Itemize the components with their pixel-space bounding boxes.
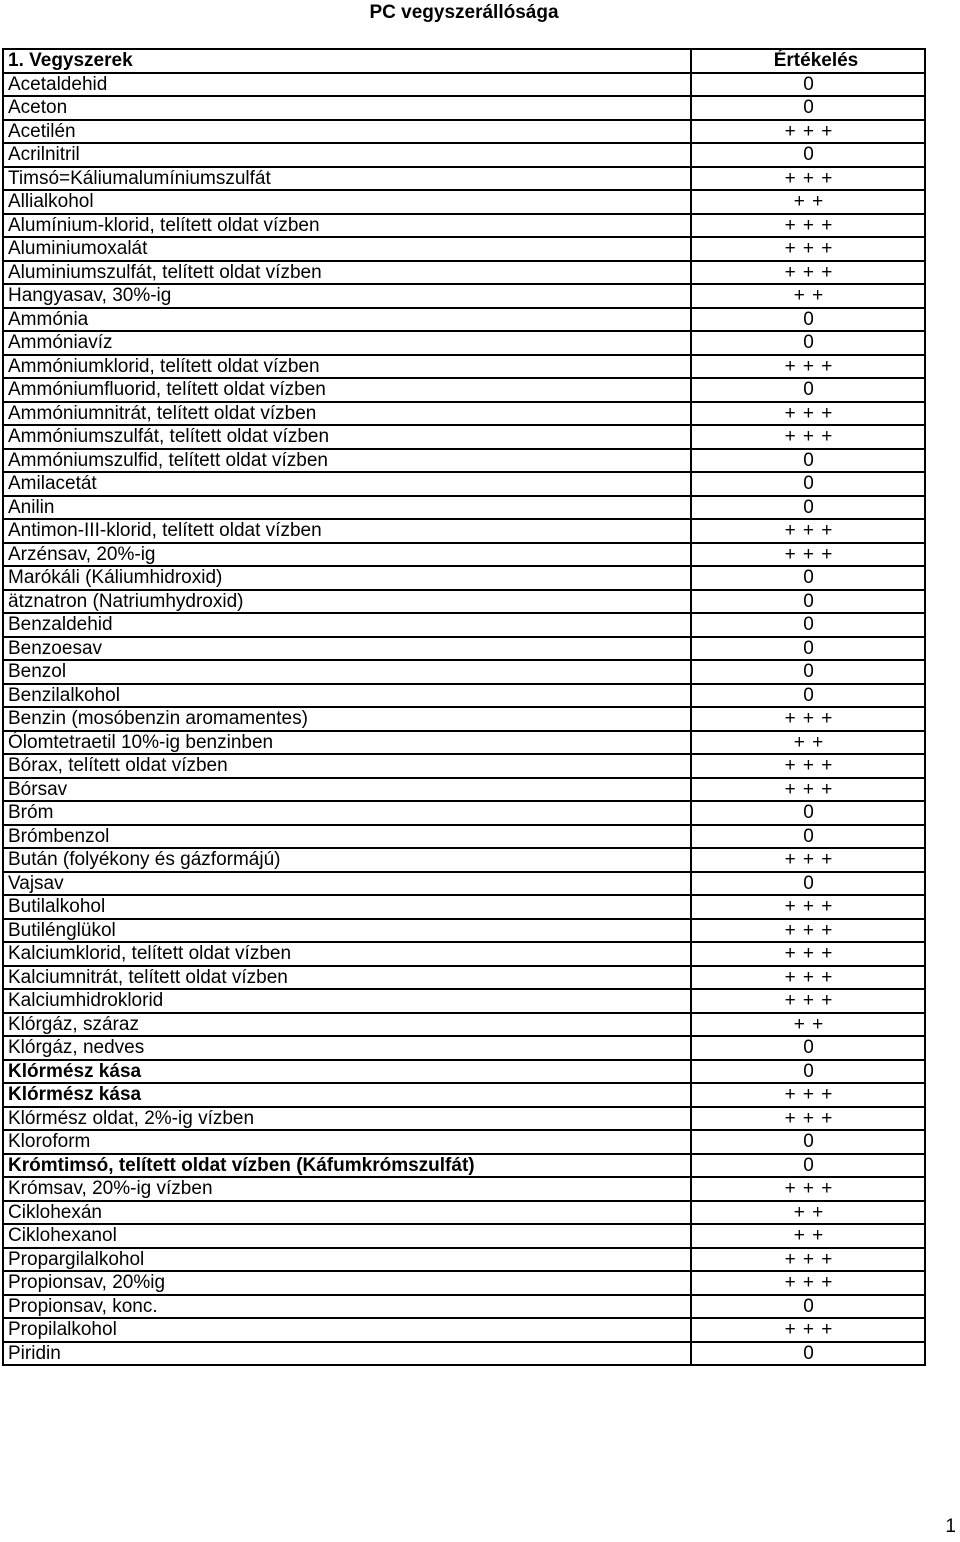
rating-cell: + + xyxy=(691,731,925,755)
rating-cell: 0 xyxy=(691,613,925,637)
table-row xyxy=(3,1201,925,1225)
chemical-name-cell: Ciklohexanol xyxy=(3,1224,691,1248)
rating-cell: 0 xyxy=(691,637,925,661)
table-row xyxy=(3,190,925,214)
table-row xyxy=(3,496,925,520)
rating-cell: 0 xyxy=(691,566,925,590)
table-row xyxy=(3,566,925,590)
chemical-name-cell: Bután (folyékony és gázformájú) xyxy=(3,848,691,872)
table-row xyxy=(3,613,925,637)
table-row xyxy=(3,1013,925,1037)
table-row xyxy=(3,1318,925,1342)
page-number: 1 xyxy=(945,1516,956,1537)
table-row xyxy=(3,707,925,731)
chemical-name-cell: Allialkohol xyxy=(3,190,691,214)
rating-cell: + + + xyxy=(691,754,925,778)
chemical-name-cell: Hangyasav, 30%-ig xyxy=(3,284,691,308)
chemical-name-cell: Propargilalkohol xyxy=(3,1248,691,1272)
rating-cell: 0 xyxy=(691,1342,925,1366)
rating-cell: + + + xyxy=(691,1271,925,1295)
rating-cell: 0 xyxy=(691,660,925,684)
table-row xyxy=(3,1107,925,1131)
chemical-name-cell: Timsó=Káliumalumíniumszulfát xyxy=(3,167,691,191)
table-row xyxy=(3,801,925,825)
chemical-name-cell: Marókáli (Káliumhidroxid) xyxy=(3,566,691,590)
table-row xyxy=(3,1036,925,1060)
chemical-name-cell: Klórmész kása xyxy=(3,1060,691,1084)
table-row xyxy=(3,402,925,426)
chemical-name-cell: Acrilnitril xyxy=(3,143,691,167)
chemical-name-cell: Klórgáz, nedves xyxy=(3,1036,691,1060)
rating-cell: + + xyxy=(691,1224,925,1248)
rating-cell: + + + xyxy=(691,120,925,144)
chemical-name-cell: Ammóniumszulfát, telített oldat vízben xyxy=(3,425,691,449)
rating-cell: 0 xyxy=(691,496,925,520)
chemical-resistance-table xyxy=(2,48,926,1366)
table-row xyxy=(3,731,925,755)
chemical-name-cell: Kalciumhidroklorid xyxy=(3,989,691,1013)
rating-cell: + + + xyxy=(691,167,925,191)
table-row xyxy=(3,919,925,943)
rating-cell: + + xyxy=(691,190,925,214)
table-row xyxy=(3,449,925,473)
column-header-chemicals: 1. Vegyszerek xyxy=(3,49,691,73)
rating-cell: 0 xyxy=(691,96,925,120)
rating-cell: 0 xyxy=(691,1060,925,1084)
rating-cell: + + + xyxy=(691,707,925,731)
table-row xyxy=(3,872,925,896)
table-row xyxy=(3,519,925,543)
table-row xyxy=(3,378,925,402)
rating-cell: + + + xyxy=(691,919,925,943)
chemical-name-cell: Bórsav xyxy=(3,778,691,802)
table-row xyxy=(3,1060,925,1084)
table-row xyxy=(3,637,925,661)
rating-cell: 0 xyxy=(691,1130,925,1154)
table-row xyxy=(3,143,925,167)
table-header-row xyxy=(3,49,925,73)
rating-cell: 0 xyxy=(691,308,925,332)
table-body xyxy=(3,73,925,1366)
chemical-name-cell: Acetilén xyxy=(3,120,691,144)
table-row xyxy=(3,261,925,285)
table-row xyxy=(3,942,925,966)
chemical-name-cell: Benzin (mosóbenzin aromamentes) xyxy=(3,707,691,731)
table-row xyxy=(3,684,925,708)
chemical-name-cell: Aluminiumszulfát, telített oldat vízben xyxy=(3,261,691,285)
table-row xyxy=(3,966,925,990)
rating-cell: + + + xyxy=(691,237,925,261)
rating-cell: + + + xyxy=(691,895,925,919)
table-row xyxy=(3,237,925,261)
table-row xyxy=(3,590,925,614)
table-row xyxy=(3,778,925,802)
table-row xyxy=(3,355,925,379)
rating-cell: + + + xyxy=(691,848,925,872)
rating-cell: 0 xyxy=(691,1036,925,1060)
rating-cell: + + + xyxy=(691,966,925,990)
chemical-name-cell: Aceton xyxy=(3,96,691,120)
rating-cell: 0 xyxy=(691,472,925,496)
chemical-name-cell: Benzaldehid xyxy=(3,613,691,637)
table-row xyxy=(3,214,925,238)
chemical-name-cell: Kalciumnitrát, telített oldat vízben xyxy=(3,966,691,990)
rating-cell: 0 xyxy=(691,872,925,896)
chemical-name-cell: Butilalkohol xyxy=(3,895,691,919)
table-row xyxy=(3,1224,925,1248)
rating-cell: 0 xyxy=(691,801,925,825)
chemical-name-cell: Klórmész oldat, 2%-ig vízben xyxy=(3,1107,691,1131)
rating-cell: + + + xyxy=(691,261,925,285)
rating-cell: 0 xyxy=(691,1154,925,1178)
chemical-name-cell: Ammónia xyxy=(3,308,691,332)
chemical-name-cell: Brómbenzol xyxy=(3,825,691,849)
table-row xyxy=(3,73,925,97)
chemical-name-cell: Kloroform xyxy=(3,1130,691,1154)
table-row xyxy=(3,284,925,308)
rating-cell: + + + xyxy=(691,425,925,449)
rating-cell: 0 xyxy=(691,378,925,402)
rating-cell: + + + xyxy=(691,214,925,238)
chemical-name-cell: Ammóniavíz xyxy=(3,331,691,355)
rating-cell: 0 xyxy=(691,684,925,708)
table-row xyxy=(3,1083,925,1107)
chemical-name-cell: Acetaldehid xyxy=(3,73,691,97)
chemical-name-cell: Arzénsav, 20%-ig xyxy=(3,543,691,567)
rating-cell: + + xyxy=(691,1201,925,1225)
chemical-name-cell: ätznatron (Natriumhydroxid) xyxy=(3,590,691,614)
chemical-name-cell: Piridin xyxy=(3,1342,691,1366)
rating-cell: + + + xyxy=(691,1107,925,1131)
rating-cell: + + + xyxy=(691,778,925,802)
table-row xyxy=(3,96,925,120)
chemical-name-cell: Ammóniumszulfid, telített oldat vízben xyxy=(3,449,691,473)
table-row xyxy=(3,425,925,449)
rating-cell: + + + xyxy=(691,942,925,966)
rating-cell: + + + xyxy=(691,355,925,379)
chemical-name-cell: Benzoesav xyxy=(3,637,691,661)
rating-cell: + + + xyxy=(691,402,925,426)
chemical-name-cell: Klórgáz, száraz xyxy=(3,1013,691,1037)
rating-cell: + + + xyxy=(691,519,925,543)
rating-cell: + + + xyxy=(691,1177,925,1201)
rating-cell: + + + xyxy=(691,989,925,1013)
rating-cell: + + xyxy=(691,1013,925,1037)
chemical-name-cell: Antimon-III-klorid, telített oldat vízben xyxy=(3,519,691,543)
table-row xyxy=(3,543,925,567)
table-row xyxy=(3,825,925,849)
chemical-name-cell: Butilénglükol xyxy=(3,919,691,943)
chemical-name-cell: Vajsav xyxy=(3,872,691,896)
page-title: PC vegyszerállósága xyxy=(369,2,559,23)
table-row xyxy=(3,308,925,332)
chemical-name-cell: Aluminiumoxalát xyxy=(3,237,691,261)
rating-cell: + + + xyxy=(691,543,925,567)
table-row xyxy=(3,331,925,355)
rating-cell: 0 xyxy=(691,449,925,473)
chemical-name-cell: Ciklohexán xyxy=(3,1201,691,1225)
table-row xyxy=(3,895,925,919)
table-row xyxy=(3,1271,925,1295)
table-row xyxy=(3,1295,925,1319)
rating-cell: 0 xyxy=(691,1295,925,1319)
rating-cell: 0 xyxy=(691,143,925,167)
rating-cell: 0 xyxy=(691,73,925,97)
chemical-name-cell: Propilalkohol xyxy=(3,1318,691,1342)
table-row xyxy=(3,1130,925,1154)
chemical-name-cell: Alumínium-klorid, telített oldat vízben xyxy=(3,214,691,238)
chemical-name-cell: Anilin xyxy=(3,496,691,520)
chemical-name-cell: Benzilalkohol xyxy=(3,684,691,708)
column-header-rating: Értékelés xyxy=(691,49,925,73)
chemical-name-cell: Kalciumklorid, telített oldat vízben xyxy=(3,942,691,966)
table-row xyxy=(3,167,925,191)
table-row xyxy=(3,754,925,778)
rating-cell: + + + xyxy=(691,1318,925,1342)
table-row xyxy=(3,1154,925,1178)
chemical-name-cell: Klórmész kása xyxy=(3,1083,691,1107)
table-row xyxy=(3,120,925,144)
chemical-name-cell: Ammóniumfluorid, telített oldat vízben xyxy=(3,378,691,402)
table-row xyxy=(3,660,925,684)
chemical-name-cell: Propionsav, konc. xyxy=(3,1295,691,1319)
chemical-name-cell: Krómsav, 20%-ig vízben xyxy=(3,1177,691,1201)
table-row xyxy=(3,1342,925,1366)
table-row xyxy=(3,848,925,872)
chemical-name-cell: Bróm xyxy=(3,801,691,825)
chemical-name-cell: Krómtimsó, telített oldat vízben (Káfumkrómszulfát) xyxy=(3,1154,691,1178)
table-row xyxy=(3,989,925,1013)
table-row xyxy=(3,472,925,496)
chemical-name-cell: Benzol xyxy=(3,660,691,684)
chemical-name-cell: Ólomtetraetil 10%-ig benzinben xyxy=(3,731,691,755)
chemical-name-cell: Bórax, telített oldat vízben xyxy=(3,754,691,778)
rating-cell: + + + xyxy=(691,1248,925,1272)
chemical-name-cell: Ammóniumklorid, telített oldat vízben xyxy=(3,355,691,379)
rating-cell: + + xyxy=(691,284,925,308)
chemical-name-cell: Propionsav, 20%ig xyxy=(3,1271,691,1295)
rating-cell: + + + xyxy=(691,1083,925,1107)
chemical-name-cell: Ammóniumnitrát, telített oldat vízben xyxy=(3,402,691,426)
table-row xyxy=(3,1177,925,1201)
table-row xyxy=(3,1248,925,1272)
rating-cell: 0 xyxy=(691,331,925,355)
chemical-name-cell: Amilacetát xyxy=(3,472,691,496)
rating-cell: 0 xyxy=(691,590,925,614)
rating-cell: 0 xyxy=(691,825,925,849)
